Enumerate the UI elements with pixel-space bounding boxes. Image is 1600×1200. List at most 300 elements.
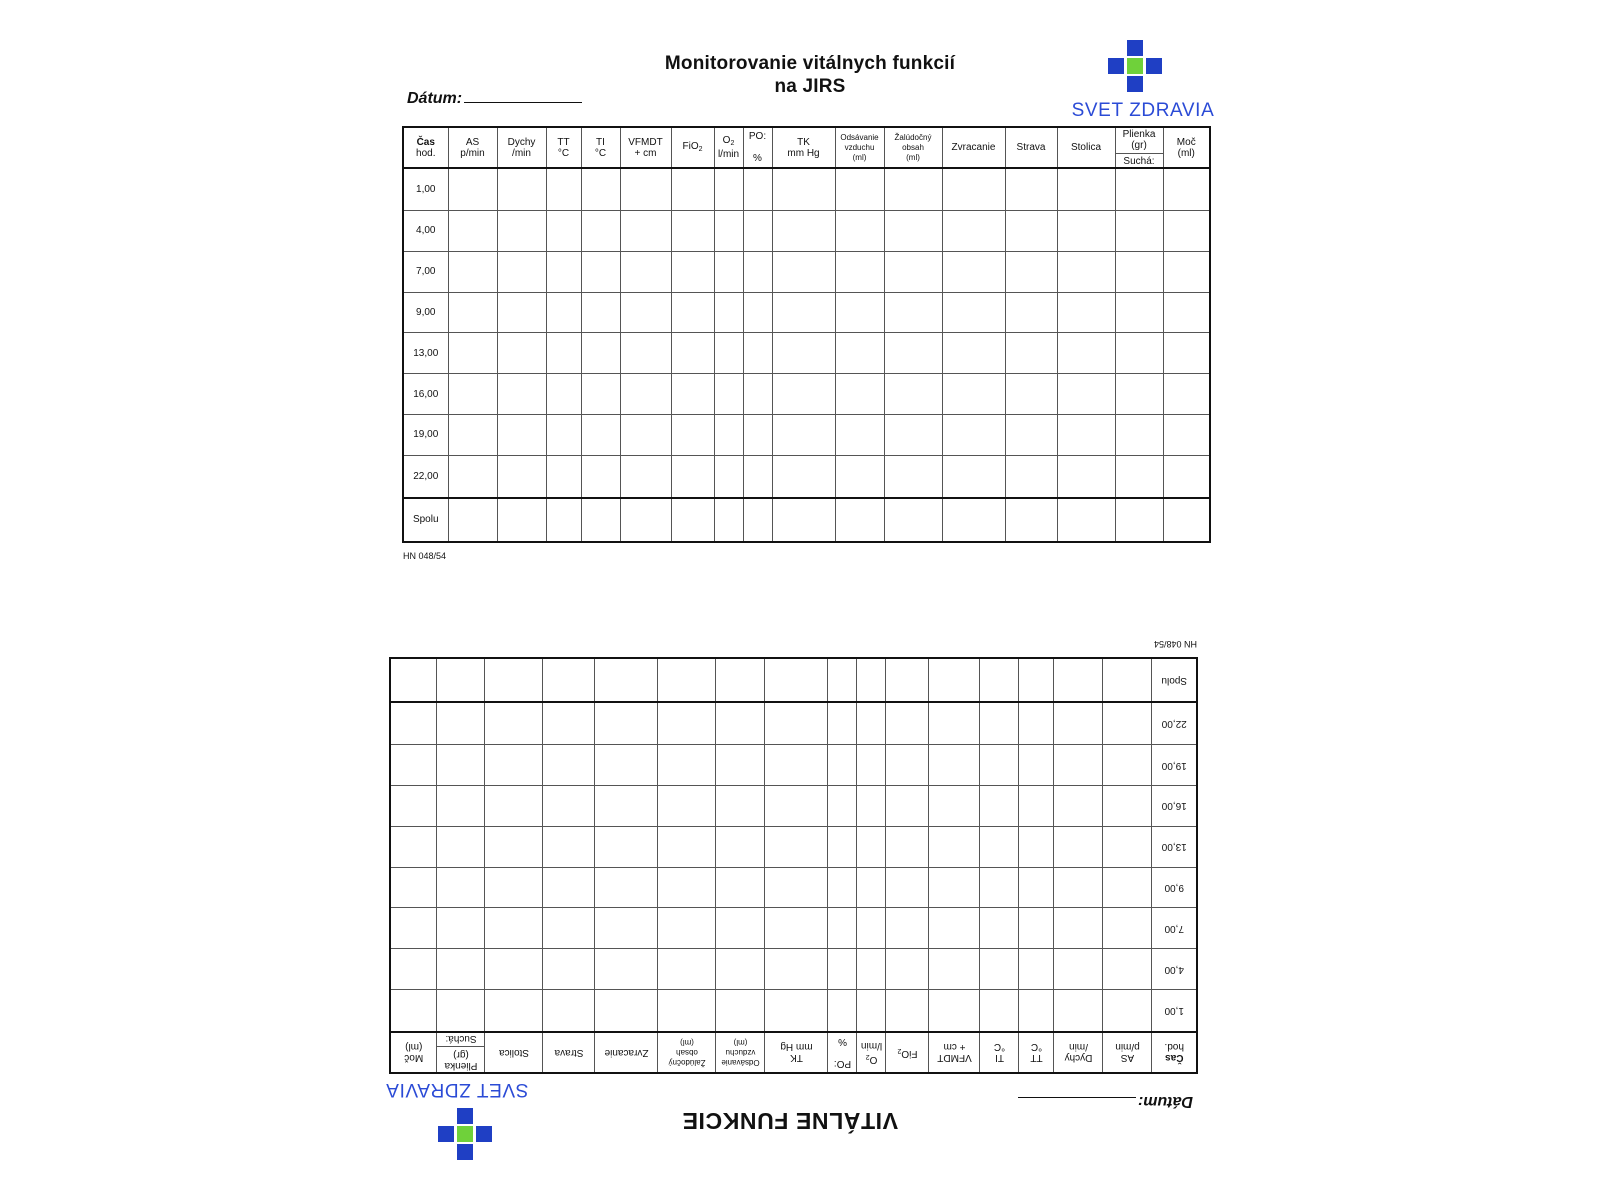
entry-cell[interactable] <box>1103 990 1152 1033</box>
entry-cell[interactable] <box>772 498 835 542</box>
entry-cell[interactable] <box>1115 455 1163 498</box>
entry-cell[interactable] <box>497 414 546 455</box>
col-moc: Moč (ml) <box>1163 127 1210 168</box>
entry-cell[interactable] <box>1103 702 1152 745</box>
entry-cell[interactable] <box>437 745 485 786</box>
entry-cell[interactable] <box>1163 292 1210 333</box>
entry-cell[interactable] <box>714 168 743 211</box>
entry-cell[interactable] <box>543 826 595 867</box>
entry-cell[interactable] <box>1057 414 1115 455</box>
entry-cell[interactable] <box>716 949 765 990</box>
entry-cell[interactable] <box>1005 374 1057 415</box>
entry-cell[interactable] <box>1103 949 1152 990</box>
entry-cell[interactable] <box>1057 455 1115 498</box>
entry-cell[interactable] <box>658 990 716 1033</box>
entry-cell[interactable] <box>857 908 886 949</box>
entry-cell[interactable] <box>884 292 942 333</box>
entry-cell[interactable] <box>886 786 929 827</box>
entry-cell[interactable] <box>485 658 543 702</box>
entry-cell[interactable] <box>595 867 658 908</box>
entry-cell[interactable] <box>546 251 581 292</box>
entry-cell[interactable] <box>1054 990 1103 1033</box>
entry-cell[interactable] <box>835 168 884 211</box>
entry-cell[interactable] <box>886 867 929 908</box>
entry-cell[interactable] <box>1005 333 1057 374</box>
entry-cell[interactable] <box>716 826 765 867</box>
entry-cell[interactable] <box>437 786 485 827</box>
entry-cell[interactable] <box>980 908 1019 949</box>
entry-cell[interactable] <box>716 908 765 949</box>
entry-cell[interactable] <box>581 251 620 292</box>
date-field[interactable] <box>1018 1092 1193 1112</box>
entry-cell[interactable] <box>884 498 942 542</box>
entry-cell[interactable] <box>437 908 485 949</box>
entry-cell[interactable] <box>1103 826 1152 867</box>
entry-cell[interactable] <box>448 292 497 333</box>
entry-cell[interactable] <box>743 414 772 455</box>
entry-cell[interactable] <box>448 414 497 455</box>
entry-cell[interactable] <box>595 658 658 702</box>
entry-cell[interactable] <box>671 251 714 292</box>
entry-cell[interactable] <box>886 826 929 867</box>
entry-cell[interactable] <box>714 498 743 542</box>
entry-cell[interactable] <box>448 498 497 542</box>
entry-cell[interactable] <box>620 455 671 498</box>
entry-cell[interactable] <box>1057 168 1115 211</box>
entry-cell[interactable] <box>772 292 835 333</box>
entry-cell[interactable] <box>884 251 942 292</box>
entry-cell[interactable] <box>942 374 1005 415</box>
entry-cell[interactable] <box>390 745 437 786</box>
entry-cell[interactable] <box>543 786 595 827</box>
entry-cell[interactable] <box>1115 414 1163 455</box>
entry-cell[interactable] <box>581 292 620 333</box>
entry-cell[interactable] <box>448 211 497 252</box>
entry-cell[interactable] <box>497 292 546 333</box>
entry-cell[interactable] <box>497 374 546 415</box>
entry-cell[interactable] <box>437 990 485 1033</box>
entry-cell[interactable] <box>671 455 714 498</box>
entry-cell[interactable] <box>546 498 581 542</box>
entry-cell[interactable] <box>1115 168 1163 211</box>
entry-cell[interactable] <box>1103 786 1152 827</box>
entry-cell[interactable] <box>658 826 716 867</box>
entry-cell[interactable] <box>765 867 828 908</box>
entry-cell[interactable] <box>448 168 497 211</box>
entry-cell[interactable] <box>884 333 942 374</box>
entry-cell[interactable] <box>543 867 595 908</box>
entry-cell[interactable] <box>765 745 828 786</box>
entry-cell[interactable] <box>714 292 743 333</box>
entry-cell[interactable] <box>743 168 772 211</box>
entry-cell[interactable] <box>543 990 595 1033</box>
entry-cell[interactable] <box>743 455 772 498</box>
entry-cell[interactable] <box>671 211 714 252</box>
entry-cell[interactable] <box>835 251 884 292</box>
entry-cell[interactable] <box>1005 168 1057 211</box>
entry-cell[interactable] <box>716 745 765 786</box>
entry-cell[interactable] <box>1163 374 1210 415</box>
entry-cell[interactable] <box>942 168 1005 211</box>
entry-cell[interactable] <box>581 333 620 374</box>
entry-cell[interactable] <box>390 702 437 745</box>
entry-cell[interactable] <box>543 658 595 702</box>
entry-cell[interactable] <box>772 333 835 374</box>
entry-cell[interactable] <box>485 908 543 949</box>
entry-cell[interactable] <box>546 168 581 211</box>
entry-cell[interactable] <box>1115 251 1163 292</box>
entry-cell[interactable] <box>884 374 942 415</box>
entry-cell[interactable] <box>772 211 835 252</box>
entry-cell[interactable] <box>390 658 437 702</box>
entry-cell[interactable] <box>929 826 980 867</box>
entry-cell[interactable] <box>716 990 765 1033</box>
entry-cell[interactable] <box>828 990 857 1033</box>
entry-cell[interactable] <box>1115 211 1163 252</box>
entry-cell[interactable] <box>857 702 886 745</box>
date-line[interactable] <box>1018 1097 1136 1112</box>
entry-cell[interactable] <box>886 658 929 702</box>
entry-cell[interactable] <box>929 867 980 908</box>
entry-cell[interactable] <box>714 374 743 415</box>
entry-cell[interactable] <box>772 374 835 415</box>
entry-cell[interactable] <box>546 414 581 455</box>
entry-cell[interactable] <box>671 333 714 374</box>
entry-cell[interactable] <box>765 826 828 867</box>
entry-cell[interactable] <box>437 826 485 867</box>
entry-cell[interactable] <box>620 168 671 211</box>
entry-cell[interactable] <box>1019 867 1054 908</box>
entry-cell[interactable] <box>835 211 884 252</box>
entry-cell[interactable] <box>1019 826 1054 867</box>
entry-cell[interactable] <box>765 990 828 1033</box>
entry-cell[interactable] <box>543 745 595 786</box>
entry-cell[interactable] <box>929 949 980 990</box>
entry-cell[interactable] <box>980 990 1019 1033</box>
entry-cell[interactable] <box>716 658 765 702</box>
entry-cell[interactable] <box>581 374 620 415</box>
entry-cell[interactable] <box>772 251 835 292</box>
entry-cell[interactable] <box>1057 251 1115 292</box>
entry-cell[interactable] <box>929 990 980 1033</box>
entry-cell[interactable] <box>497 333 546 374</box>
entry-cell[interactable] <box>765 949 828 990</box>
entry-cell[interactable] <box>1054 658 1103 702</box>
entry-cell[interactable] <box>437 702 485 745</box>
entry-cell[interactable] <box>390 990 437 1033</box>
entry-cell[interactable] <box>1019 658 1054 702</box>
entry-cell[interactable] <box>595 990 658 1033</box>
col-po: PO: % <box>828 1032 857 1073</box>
entry-cell[interactable] <box>1163 211 1210 252</box>
entry-cell[interactable] <box>1163 168 1210 211</box>
entry-cell[interactable] <box>743 498 772 542</box>
entry-cell[interactable] <box>743 251 772 292</box>
entry-cell[interactable] <box>437 867 485 908</box>
entry-cell[interactable] <box>1054 867 1103 908</box>
entry-cell[interactable] <box>765 786 828 827</box>
entry-cell[interactable] <box>929 702 980 745</box>
entry-cell[interactable] <box>543 702 595 745</box>
entry-cell[interactable] <box>1054 949 1103 990</box>
entry-cell[interactable] <box>437 658 485 702</box>
entry-cell[interactable] <box>658 867 716 908</box>
entry-cell[interactable] <box>671 292 714 333</box>
entry-cell[interactable] <box>743 374 772 415</box>
entry-cell[interactable] <box>671 414 714 455</box>
entry-cell[interactable] <box>448 374 497 415</box>
entry-cell[interactable] <box>828 658 857 702</box>
entry-cell[interactable] <box>1103 908 1152 949</box>
entry-cell[interactable] <box>485 990 543 1033</box>
entry-cell[interactable] <box>620 374 671 415</box>
entry-cell[interactable] <box>595 826 658 867</box>
entry-cell[interactable] <box>595 786 658 827</box>
entry-cell[interactable] <box>581 455 620 498</box>
entry-cell[interactable] <box>857 990 886 1033</box>
entry-cell[interactable] <box>1005 292 1057 333</box>
entry-cell[interactable] <box>1005 211 1057 252</box>
entry-cell[interactable] <box>765 658 828 702</box>
entry-cell[interactable] <box>929 908 980 949</box>
entry-cell[interactable] <box>980 745 1019 786</box>
entry-cell[interactable] <box>543 949 595 990</box>
entry-cell[interactable] <box>546 374 581 415</box>
entry-cell[interactable] <box>772 168 835 211</box>
entry-cell[interactable] <box>546 455 581 498</box>
entry-cell[interactable] <box>980 658 1019 702</box>
col-tt: TT °C <box>1019 1032 1054 1073</box>
entry-cell[interactable] <box>658 745 716 786</box>
entry-cell[interactable] <box>671 498 714 542</box>
entry-cell[interactable] <box>884 211 942 252</box>
entry-cell[interactable] <box>658 702 716 745</box>
entry-cell[interactable] <box>942 333 1005 374</box>
entry-cell[interactable] <box>581 498 620 542</box>
entry-cell[interactable] <box>1115 374 1163 415</box>
entry-cell[interactable] <box>714 333 743 374</box>
entry-cell[interactable] <box>835 374 884 415</box>
entry-cell[interactable] <box>828 745 857 786</box>
entry-cell[interactable] <box>620 333 671 374</box>
entry-cell[interactable] <box>884 414 942 455</box>
entry-cell[interactable] <box>884 455 942 498</box>
entry-cell[interactable] <box>716 702 765 745</box>
entry-cell[interactable] <box>980 702 1019 745</box>
entry-cell[interactable] <box>743 292 772 333</box>
entry-cell[interactable] <box>980 867 1019 908</box>
entry-cell[interactable] <box>1115 292 1163 333</box>
entry-cell[interactable] <box>743 333 772 374</box>
table-row <box>403 333 1210 374</box>
entry-cell[interactable] <box>828 826 857 867</box>
entry-cell[interactable] <box>1057 211 1115 252</box>
entry-cell[interactable] <box>857 949 886 990</box>
entry-cell[interactable] <box>546 292 581 333</box>
entry-cell[interactable] <box>437 949 485 990</box>
entry-cell[interactable] <box>857 826 886 867</box>
entry-cell[interactable] <box>929 786 980 827</box>
entry-cell[interactable] <box>543 908 595 949</box>
entry-cell[interactable] <box>595 702 658 745</box>
entry-cell[interactable] <box>658 658 716 702</box>
entry-cell[interactable] <box>980 786 1019 827</box>
entry-cell[interactable] <box>1019 908 1054 949</box>
entry-cell[interactable] <box>716 786 765 827</box>
entry-cell[interactable] <box>828 702 857 745</box>
entry-cell[interactable] <box>828 867 857 908</box>
entry-cell[interactable] <box>942 498 1005 542</box>
entry-cell[interactable] <box>485 702 543 745</box>
entry-cell[interactable] <box>1054 908 1103 949</box>
entry-cell[interactable] <box>857 745 886 786</box>
entry-cell[interactable] <box>886 702 929 745</box>
entry-cell[interactable] <box>1019 949 1054 990</box>
entry-cell[interactable] <box>857 658 886 702</box>
entry-cell[interactable] <box>620 498 671 542</box>
entry-cell[interactable] <box>886 908 929 949</box>
entry-cell[interactable] <box>942 414 1005 455</box>
entry-cell[interactable] <box>581 211 620 252</box>
entry-cell[interactable] <box>884 168 942 211</box>
col-vfmdt: VFMDT + cm <box>929 1032 980 1073</box>
entry-cell[interactable] <box>485 745 543 786</box>
entry-cell[interactable] <box>1054 786 1103 827</box>
entry-cell[interactable] <box>1005 251 1057 292</box>
entry-cell[interactable] <box>714 414 743 455</box>
logo <box>382 1078 532 1160</box>
entry-cell[interactable] <box>497 251 546 292</box>
entry-cell[interactable] <box>620 414 671 455</box>
entry-cell[interactable] <box>497 455 546 498</box>
entry-cell[interactable] <box>1115 498 1163 542</box>
entry-cell[interactable] <box>1163 498 1210 542</box>
entry-cell[interactable] <box>390 867 437 908</box>
entry-cell[interactable] <box>1103 745 1152 786</box>
entry-cell[interactable] <box>1057 498 1115 542</box>
entry-cell[interactable] <box>658 949 716 990</box>
entry-cell[interactable] <box>497 211 546 252</box>
col-plienka: Plienka (gr) Suchá: <box>437 1032 485 1073</box>
entry-cell[interactable] <box>658 786 716 827</box>
entry-cell[interactable] <box>765 702 828 745</box>
entry-cell[interactable] <box>1005 455 1057 498</box>
entry-cell[interactable] <box>546 333 581 374</box>
entry-cell[interactable] <box>620 211 671 252</box>
entry-cell[interactable] <box>620 251 671 292</box>
entry-cell[interactable] <box>743 211 772 252</box>
entry-cell[interactable] <box>857 786 886 827</box>
entry-cell[interactable] <box>929 658 980 702</box>
bottom-form-upside-down <box>0 600 1600 1200</box>
entry-cell[interactable] <box>1019 990 1054 1033</box>
entry-cell[interactable] <box>716 867 765 908</box>
entry-cell[interactable] <box>485 786 543 827</box>
entry-cell[interactable] <box>835 498 884 542</box>
entry-cell[interactable] <box>448 455 497 498</box>
entry-cell[interactable] <box>835 414 884 455</box>
entry-cell[interactable] <box>714 251 743 292</box>
entry-cell[interactable] <box>828 786 857 827</box>
entry-cell[interactable] <box>1103 867 1152 908</box>
entry-cell[interactable] <box>546 211 581 252</box>
entry-cell[interactable] <box>1163 251 1210 292</box>
entry-cell[interactable] <box>497 498 546 542</box>
entry-cell[interactable] <box>1057 333 1115 374</box>
entry-cell[interactable] <box>581 414 620 455</box>
entry-cell[interactable] <box>658 908 716 949</box>
entry-cell[interactable] <box>835 292 884 333</box>
entry-cell[interactable] <box>1163 455 1210 498</box>
entry-cell[interactable] <box>390 908 437 949</box>
entry-cell[interactable] <box>1005 414 1057 455</box>
entry-cell[interactable] <box>1054 702 1103 745</box>
entry-cell[interactable] <box>485 826 543 867</box>
entry-cell[interactable] <box>1103 658 1152 702</box>
entry-cell[interactable] <box>448 333 497 374</box>
entry-cell[interactable] <box>835 333 884 374</box>
entry-cell[interactable] <box>620 292 671 333</box>
entry-cell[interactable] <box>1163 333 1210 374</box>
entry-cell[interactable] <box>1054 826 1103 867</box>
entry-cell[interactable] <box>595 908 658 949</box>
entry-cell[interactable] <box>595 949 658 990</box>
entry-cell[interactable] <box>485 867 543 908</box>
entry-cell[interactable] <box>886 990 929 1033</box>
date-field[interactable] <box>407 88 582 108</box>
entry-cell[interactable] <box>595 745 658 786</box>
entry-cell[interactable] <box>828 949 857 990</box>
entry-cell[interactable] <box>828 908 857 949</box>
entry-cell[interactable] <box>942 211 1005 252</box>
entry-cell[interactable] <box>485 949 543 990</box>
date-line[interactable] <box>464 88 582 103</box>
entry-cell[interactable] <box>1054 745 1103 786</box>
entry-cell[interactable] <box>1019 745 1054 786</box>
entry-cell[interactable] <box>765 908 828 949</box>
entry-cell[interactable] <box>1057 374 1115 415</box>
entry-cell[interactable] <box>671 168 714 211</box>
entry-cell[interactable] <box>980 826 1019 867</box>
entry-cell[interactable] <box>942 292 1005 333</box>
entry-cell[interactable] <box>1115 333 1163 374</box>
entry-cell[interactable] <box>942 251 1005 292</box>
entry-cell[interactable] <box>497 168 546 211</box>
entry-cell[interactable] <box>980 949 1019 990</box>
entry-cell[interactable] <box>448 251 497 292</box>
entry-cell[interactable] <box>714 211 743 252</box>
entry-cell[interactable] <box>857 867 886 908</box>
entry-cell[interactable] <box>390 786 437 827</box>
entry-cell[interactable] <box>1019 786 1054 827</box>
entry-cell[interactable] <box>1057 292 1115 333</box>
entry-cell[interactable] <box>1019 702 1054 745</box>
entry-cell[interactable] <box>886 949 929 990</box>
entry-cell[interactable] <box>390 949 437 990</box>
entry-cell[interactable] <box>835 455 884 498</box>
entry-cell[interactable] <box>714 455 743 498</box>
entry-cell[interactable] <box>671 374 714 415</box>
entry-cell[interactable] <box>942 455 1005 498</box>
entry-cell[interactable] <box>929 745 980 786</box>
entry-cell[interactable] <box>581 168 620 211</box>
entry-cell[interactable] <box>772 455 835 498</box>
entry-cell[interactable] <box>772 414 835 455</box>
entry-cell[interactable] <box>1005 498 1057 542</box>
entry-cell[interactable] <box>1163 414 1210 455</box>
entry-cell[interactable] <box>390 826 437 867</box>
entry-cell[interactable] <box>886 745 929 786</box>
